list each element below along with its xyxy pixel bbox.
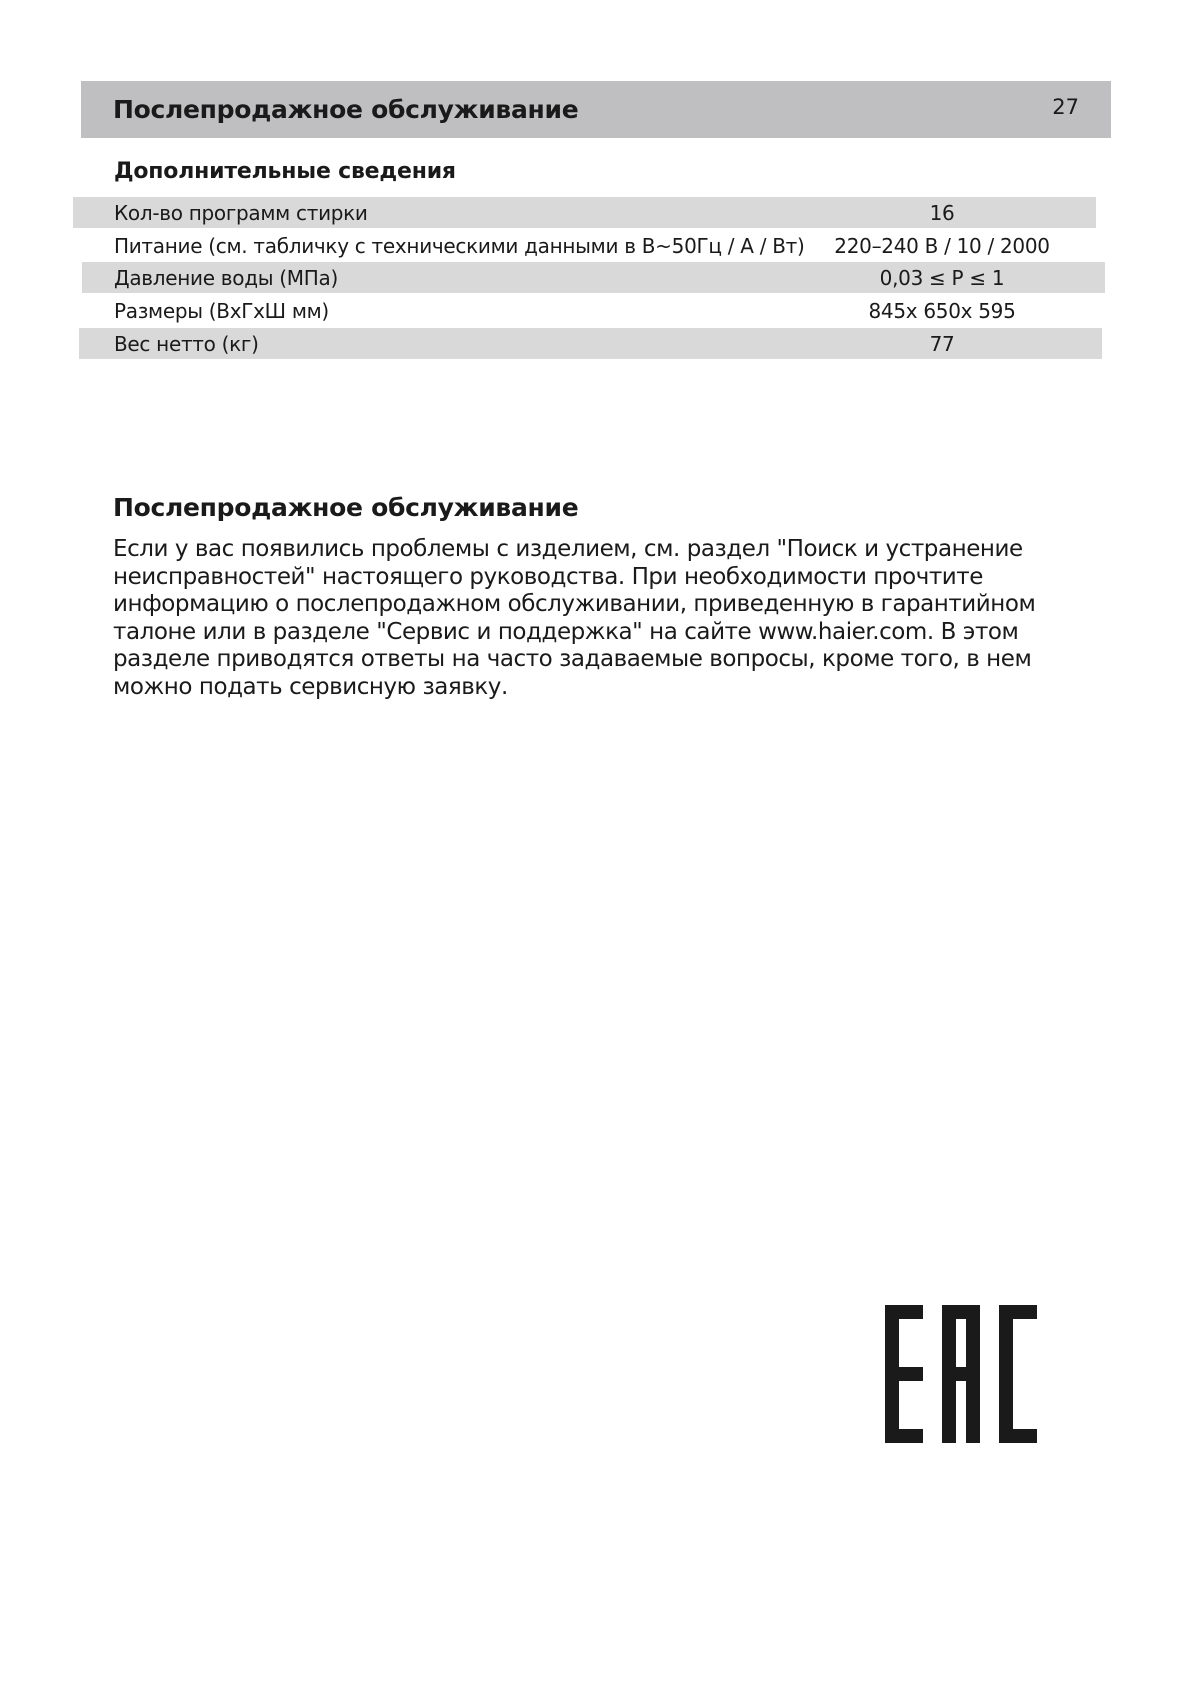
service-line: неисправностей" настоящего руководства. При необходимости прочтите (113, 563, 983, 590)
service-line: талоне или в разделе "Сервис и поддержка" на сайте www.haier.com. В этом (113, 618, 1019, 645)
spec-row (79, 328, 1102, 359)
spec-label: Питание (см. табличку с техническими данными в В~50Гц / А / Вт) (114, 234, 805, 258)
spec-row (73, 230, 1096, 261)
spec-label: Вес нетто (кг) (114, 332, 259, 356)
spec-value: 220–240 В / 10 / 2000 (834, 234, 1050, 258)
spec-row (82, 262, 1105, 293)
eac-mark-icon (885, 1305, 1037, 1443)
page-header-bar (81, 81, 1111, 138)
service-paragraph (113, 536, 1073, 701)
spec-value: 77 (929, 332, 955, 356)
service-line: информацию о послепродажном обслуживании, приведенную в гарантийном (113, 591, 1036, 617)
spec-value: 0,03 ≤ P ≤ 1 (879, 266, 1005, 290)
spec-row (73, 197, 1096, 228)
spec-value: 845х 650х 595 (868, 299, 1016, 323)
service-line: разделе приводятся ответы на часто задаваемые вопросы, кроме того, в нем (113, 646, 1032, 672)
eac-mark-shapes (885, 1305, 1037, 1443)
spec-label: Кол-во программ стирки (114, 201, 368, 225)
page-number: 27 (1052, 95, 1079, 119)
header-title: Послепродажное обслуживание (113, 95, 579, 124)
spec-label: Размеры (ВхГхШ мм) (114, 299, 329, 323)
service-line: Если у вас появились проблемы с изделием, см. раздел "Поиск и устранение (113, 536, 1023, 562)
specs-heading: Дополнительные сведения (114, 159, 456, 184)
service-heading: Послепродажное обслуживание (113, 493, 579, 522)
spec-value: 16 (929, 201, 955, 225)
spec-label: Давление воды (МПа) (114, 266, 338, 290)
service-line: можно подать сервисную заявку. (113, 673, 508, 700)
eac-logo (885, 1305, 1037, 1443)
spec-row (82, 295, 1105, 326)
